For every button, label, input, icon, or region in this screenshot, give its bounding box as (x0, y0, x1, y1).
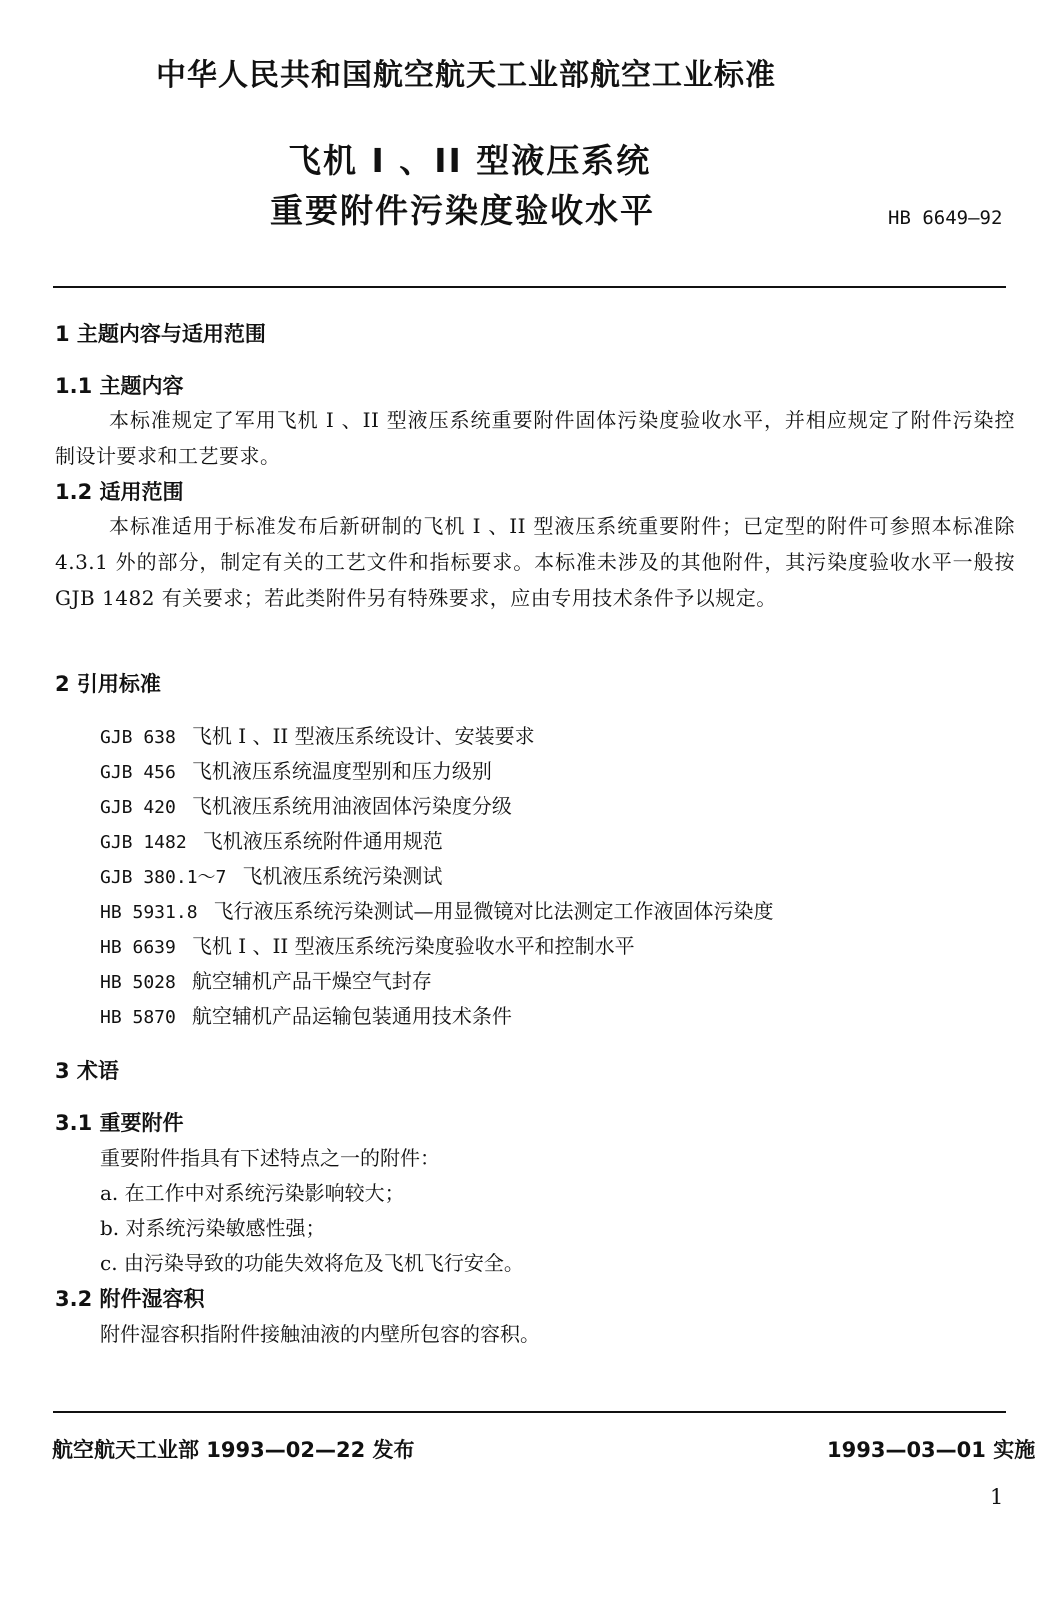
section-1-heading: 1 主题内容与适用范围 (55, 322, 266, 346)
effective-date: 1993—03—01 实施 (827, 1438, 1036, 1462)
reference-item (100, 825, 443, 854)
section-1-2-heading: 1.2 适用范围 (55, 480, 184, 504)
reference-code: HB 5931.8 (100, 902, 198, 923)
section-1-1-text: 本标准规定了军用飞机 I 、II 型液压系统重要附件固体污染度验收水平，并相应规定了附件污染控制设计要求和工艺要求。 (55, 408, 1015, 468)
page-number: 1 (990, 1485, 1004, 1509)
reference-code: HB 5870 (100, 1007, 176, 1028)
document-title-line2: 重要附件污染度验收水平 (270, 191, 655, 230)
section-3-2-heading: 3.2 附件湿容积 (55, 1287, 205, 1311)
reference-title: 飞机液压系统污染测试 (242, 864, 443, 888)
reference-title: 飞机液压系统用油液固体污染度分级 (191, 794, 512, 818)
reference-code: HB 5028 (100, 972, 176, 993)
reference-code: GJB 638 (100, 727, 176, 748)
reference-code: HB 6639 (100, 937, 176, 958)
reference-item (100, 965, 432, 994)
document-title-line1: 飞机 I 、II 型液压系统 (288, 141, 652, 180)
reference-item (100, 720, 535, 749)
reference-title: 飞机液压系统附件通用规范 (202, 829, 443, 853)
reference-code: GJB 380.1～7 (100, 867, 227, 888)
section-1-1-heading: 1.1 主题内容 (55, 374, 184, 398)
section-3-1-heading: 3.1 重要附件 (55, 1111, 184, 1135)
section-3-2-text: 附件湿容积指附件接触油液的内壁所包容的容积。 (100, 1322, 540, 1346)
standard-header: 中华人民共和国航空航天工业部航空工业标准 (156, 58, 776, 93)
reference-code: GJB 456 (100, 762, 176, 783)
reference-item (100, 860, 442, 889)
bottom-divider (53, 1411, 1006, 1413)
list-item: b. 对系统污染敏感性强； (100, 1216, 326, 1240)
reference-title: 飞机 I 、II 型液压系统设计、安装要求 (191, 724, 535, 748)
reference-code: GJB 1482 (100, 832, 187, 853)
section-1-2-text: 本标准适用于标准发布后新研制的飞机 I 、II 型液压系统重要附件；已定型的附件可参照本标准除 4.3.1 外的部分，制定有关的工艺文件和指标要求。本标准未涉及的其他附件，其污染度验收水平一般按 GJB 1482 有关要求；若此类附件另有特殊要求，应由专用技术条件予以规定。 (55, 514, 1015, 610)
section-3-1-intro: 重要附件指具有下述特点之一的附件： (100, 1146, 440, 1170)
section-2-heading: 2 引用标准 (55, 672, 161, 696)
reference-title: 飞机液压系统温度型别和压力级别 (191, 759, 492, 783)
reference-title: 飞行液压系统污染测试—用显微镜对比法测定工作液固体污染度 (213, 899, 774, 923)
list-item: c. 由污染导致的功能失效将危及飞机飞行安全。 (100, 1251, 524, 1275)
reference-code: GJB 420 (100, 797, 176, 818)
reference-title: 航空辅机产品运输包装通用技术条件 (191, 1004, 512, 1028)
reference-item (100, 790, 512, 819)
section-3-heading: 3 术语 (55, 1059, 119, 1083)
reference-item (100, 895, 774, 924)
issue-date: 航空航天工业部 1993—02—22 发布 (52, 1438, 415, 1462)
standard-code: HB 6649—92 (888, 207, 1003, 229)
reference-item (100, 755, 492, 784)
reference-title: 航空辅机产品干燥空气封存 (191, 969, 432, 993)
reference-title: 飞机 I 、II 型液压系统污染度验收水平和控制水平 (191, 934, 635, 958)
list-item: a. 在工作中对系统污染影响较大； (100, 1181, 405, 1205)
top-divider (53, 286, 1006, 288)
reference-item (100, 1000, 512, 1029)
reference-item (100, 930, 635, 959)
